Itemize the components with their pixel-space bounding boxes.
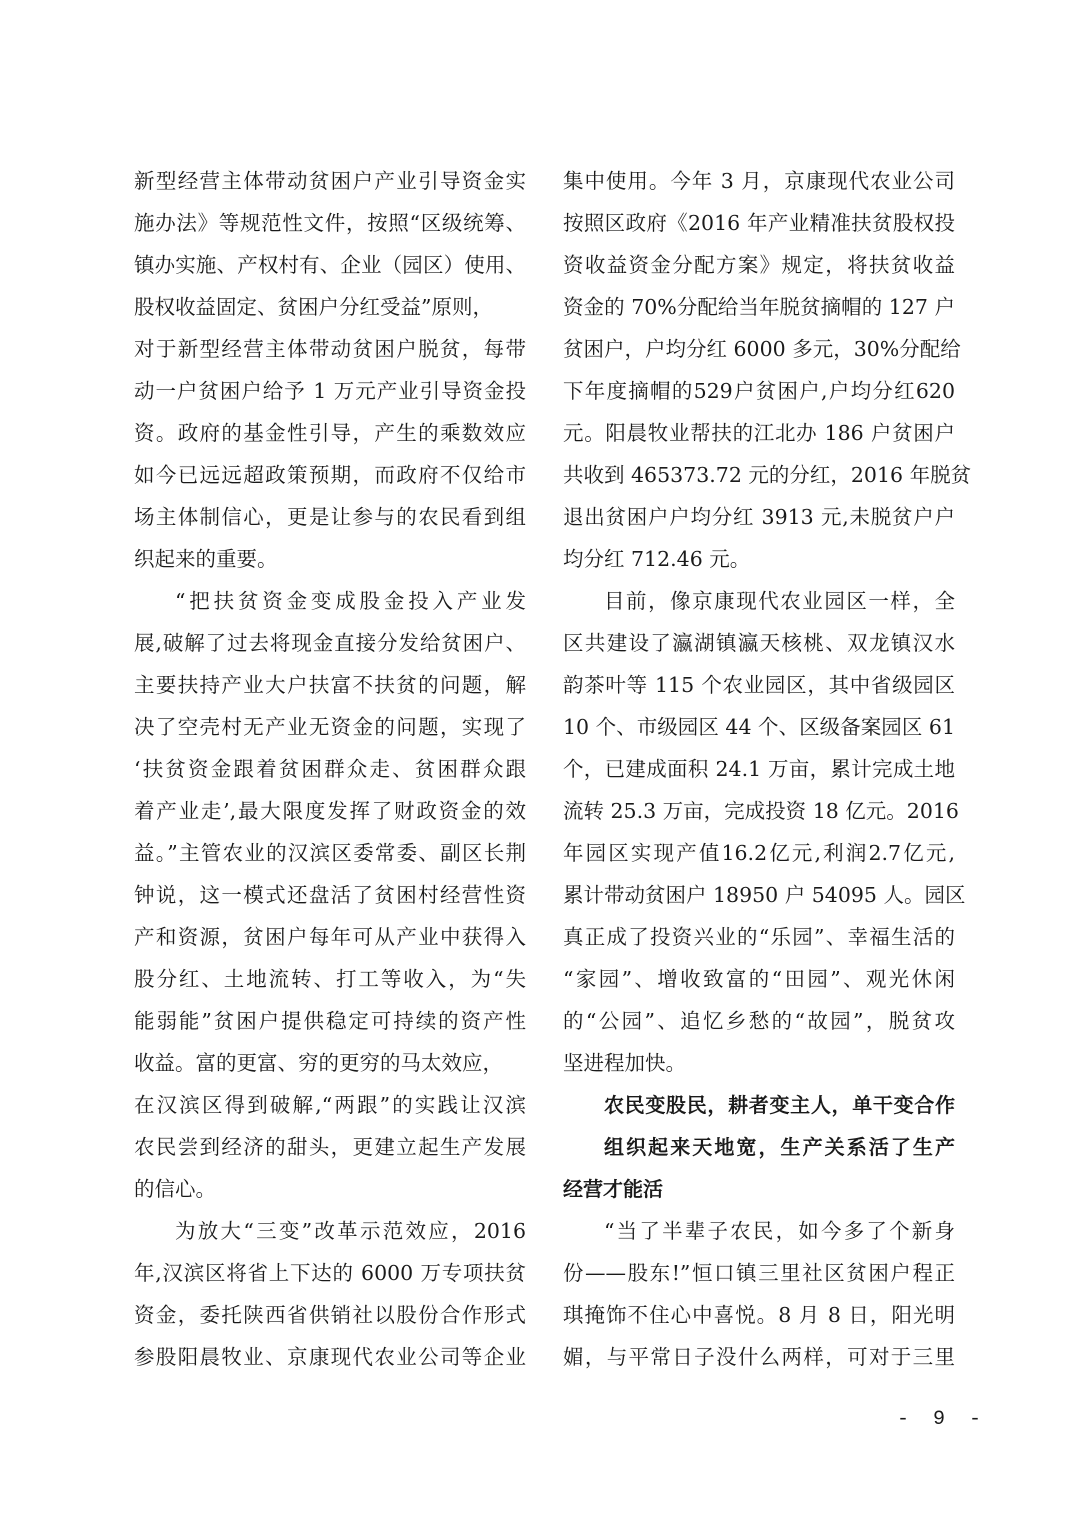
text-line: 资金的 70%分配给当年脱贫摘帽的 127 户 — [563, 295, 955, 319]
text-line: 韵茶叶等 115 个农业园区，其中省级园区 — [563, 673, 955, 697]
section-heading: 经营才能活 — [563, 1177, 663, 1201]
text-line: 参股阳晨牧业、京康现代农业公司等企业 — [134, 1345, 526, 1369]
text-line: 媚，与平常日子没什么两样，可对于三里 — [563, 1345, 955, 1369]
text-line: 琪掩饰不住心中喜悦。8 月 8 日，阳光明 — [563, 1303, 955, 1327]
text-line: 决了空壳村无产业无资金的问题，实现了 — [134, 715, 526, 739]
text-line: 益。”主管农业的汉滨区委常委、副区长荆 — [134, 841, 526, 865]
text-line: “把扶贫资金变成股金投入产业发 — [175, 589, 526, 613]
text-line: 如今已远远超政策预期，而政府不仅给市 — [134, 463, 526, 487]
text-line: 新型经营主体带动贫困户产业引导资金实 — [134, 169, 526, 193]
text-line: 流转 25.3 万亩，完成投资 18 亿元。2016 — [563, 799, 959, 823]
text-line: 退出贫困户户均分红 3913 元,未脱贫户户 — [563, 505, 955, 529]
text-line: 能弱能”贫困户提供稳定可持续的资产性 — [134, 1009, 526, 1033]
text-line: 动一户贫困户给予 1 万元产业引导资金投 — [134, 379, 526, 403]
text-line: 镇办实施、产权村有、企业（园区）使用、 — [134, 253, 526, 277]
text-line: 年,汉滨区将省上下达的 6000 万专项扶贫 — [134, 1261, 526, 1285]
text-line: “家园”、增收致富的“田园”、观光休闲 — [563, 967, 955, 991]
text-line: 资。政府的基金性引导，产生的乘数效应 — [134, 421, 526, 445]
text-line: 收益。富的更富、穷的更穷的马太效应， — [134, 1051, 503, 1075]
text-line: 坚进程加快。 — [563, 1051, 686, 1075]
text-line: 织起来的重要。 — [134, 547, 278, 571]
text-line: 累计带动贫困户 18950 户 54095 人。园区 — [563, 883, 966, 907]
text-line: 产和资源，贫困户每年可从产业中获得入 — [134, 925, 526, 949]
text-line: 的信心。 — [134, 1177, 216, 1201]
text-line: 展,破解了过去将现金直接分发给贫困户、 — [134, 631, 526, 655]
left-column — [134, 160, 526, 1378]
text-line: 股分红、土地流转、打工等收入，为“失 — [134, 967, 526, 991]
text-line: 农民尝到经济的甜头，更建立起生产发展 — [134, 1135, 526, 1159]
text-line: 施办法》等规范性文件，按照“区级统筹、 — [134, 211, 526, 235]
text-line: 个，已建成面积 24.1 万亩，累计完成土地 — [563, 757, 955, 781]
text-line: 共收到 465373.72 元的分红，2016 年脱贫 — [563, 463, 972, 487]
text-line: 目前，像京康现代农业园区一样，全 — [604, 589, 955, 613]
text-line: 为放大“三变”改革示范效应，2016 — [175, 1219, 526, 1243]
text-line: 着产业走’,最大限度发挥了财政资金的效 — [134, 799, 526, 823]
text-line: 场主体制信心，更是让参与的农民看到组 — [134, 505, 526, 529]
text-line: 在汉滨区得到破解,“两跟”的实践让汉滨 — [134, 1093, 526, 1117]
text-line: 的“公园”、追忆乡愁的“故园”，脱贫攻 — [563, 1009, 955, 1033]
text-line: 年园区实现产值16.2亿元,利润2.7亿元, — [563, 841, 955, 865]
text-line: ‘扶贫资金跟着贫困群众走、贫困群众跟 — [134, 757, 526, 781]
text-line: 下年度摘帽的529户贫困户,户均分红620 — [563, 379, 955, 403]
text-line: 集中使用。今年 3 月，京康现代农业公司 — [563, 169, 955, 193]
section-heading: 组织起来天地宽，生产关系活了生产 — [604, 1135, 955, 1159]
text-line: “当了半辈子农民，如今多了个新身 — [604, 1219, 955, 1243]
text-line: 10 个、市级园区 44 个、区级备案园区 61 — [563, 715, 955, 739]
text-line: 按照区政府《2016 年产业精准扶贫股权投 — [563, 211, 955, 235]
text-line: 真正成了投资兴业的“乐园”、幸福生活的 — [563, 925, 955, 949]
text-line: 资收益资金分配方案》规定，将扶贫收益 — [563, 253, 955, 277]
right-column — [563, 160, 972, 1378]
text-line: 均分红 712.46 元。 — [563, 547, 751, 571]
text-line: 股权收益固定、贫困户分红受益”原则， — [134, 295, 493, 319]
text-line: 主要扶持产业大户扶富不扶贫的问题，解 — [134, 673, 526, 697]
text-line: 贫困户，户均分红 6000 多元，30%分配给 — [563, 337, 961, 361]
text-line: 份——股东!”恒口镇三里社区贫困户程正 — [563, 1261, 955, 1285]
text-line: 钟说，这一模式还盘活了贫困村经营性资 — [134, 883, 526, 907]
text-line: 资金，委托陕西省供销社以股份合作形式 — [134, 1303, 526, 1327]
text-line: 元。阳晨牧业帮扶的江北办 186 户贫困户 — [563, 421, 955, 445]
text-line: 区共建设了瀛湖镇瀛天核桃、双龙镇汉水 — [563, 631, 955, 655]
page-number: - 9 - — [897, 1408, 988, 1431]
text-line: 对于新型经营主体带动贫困户脱贫，每带 — [134, 337, 526, 361]
section-heading: 农民变股民，耕者变主人，单干变合作 — [604, 1093, 955, 1117]
